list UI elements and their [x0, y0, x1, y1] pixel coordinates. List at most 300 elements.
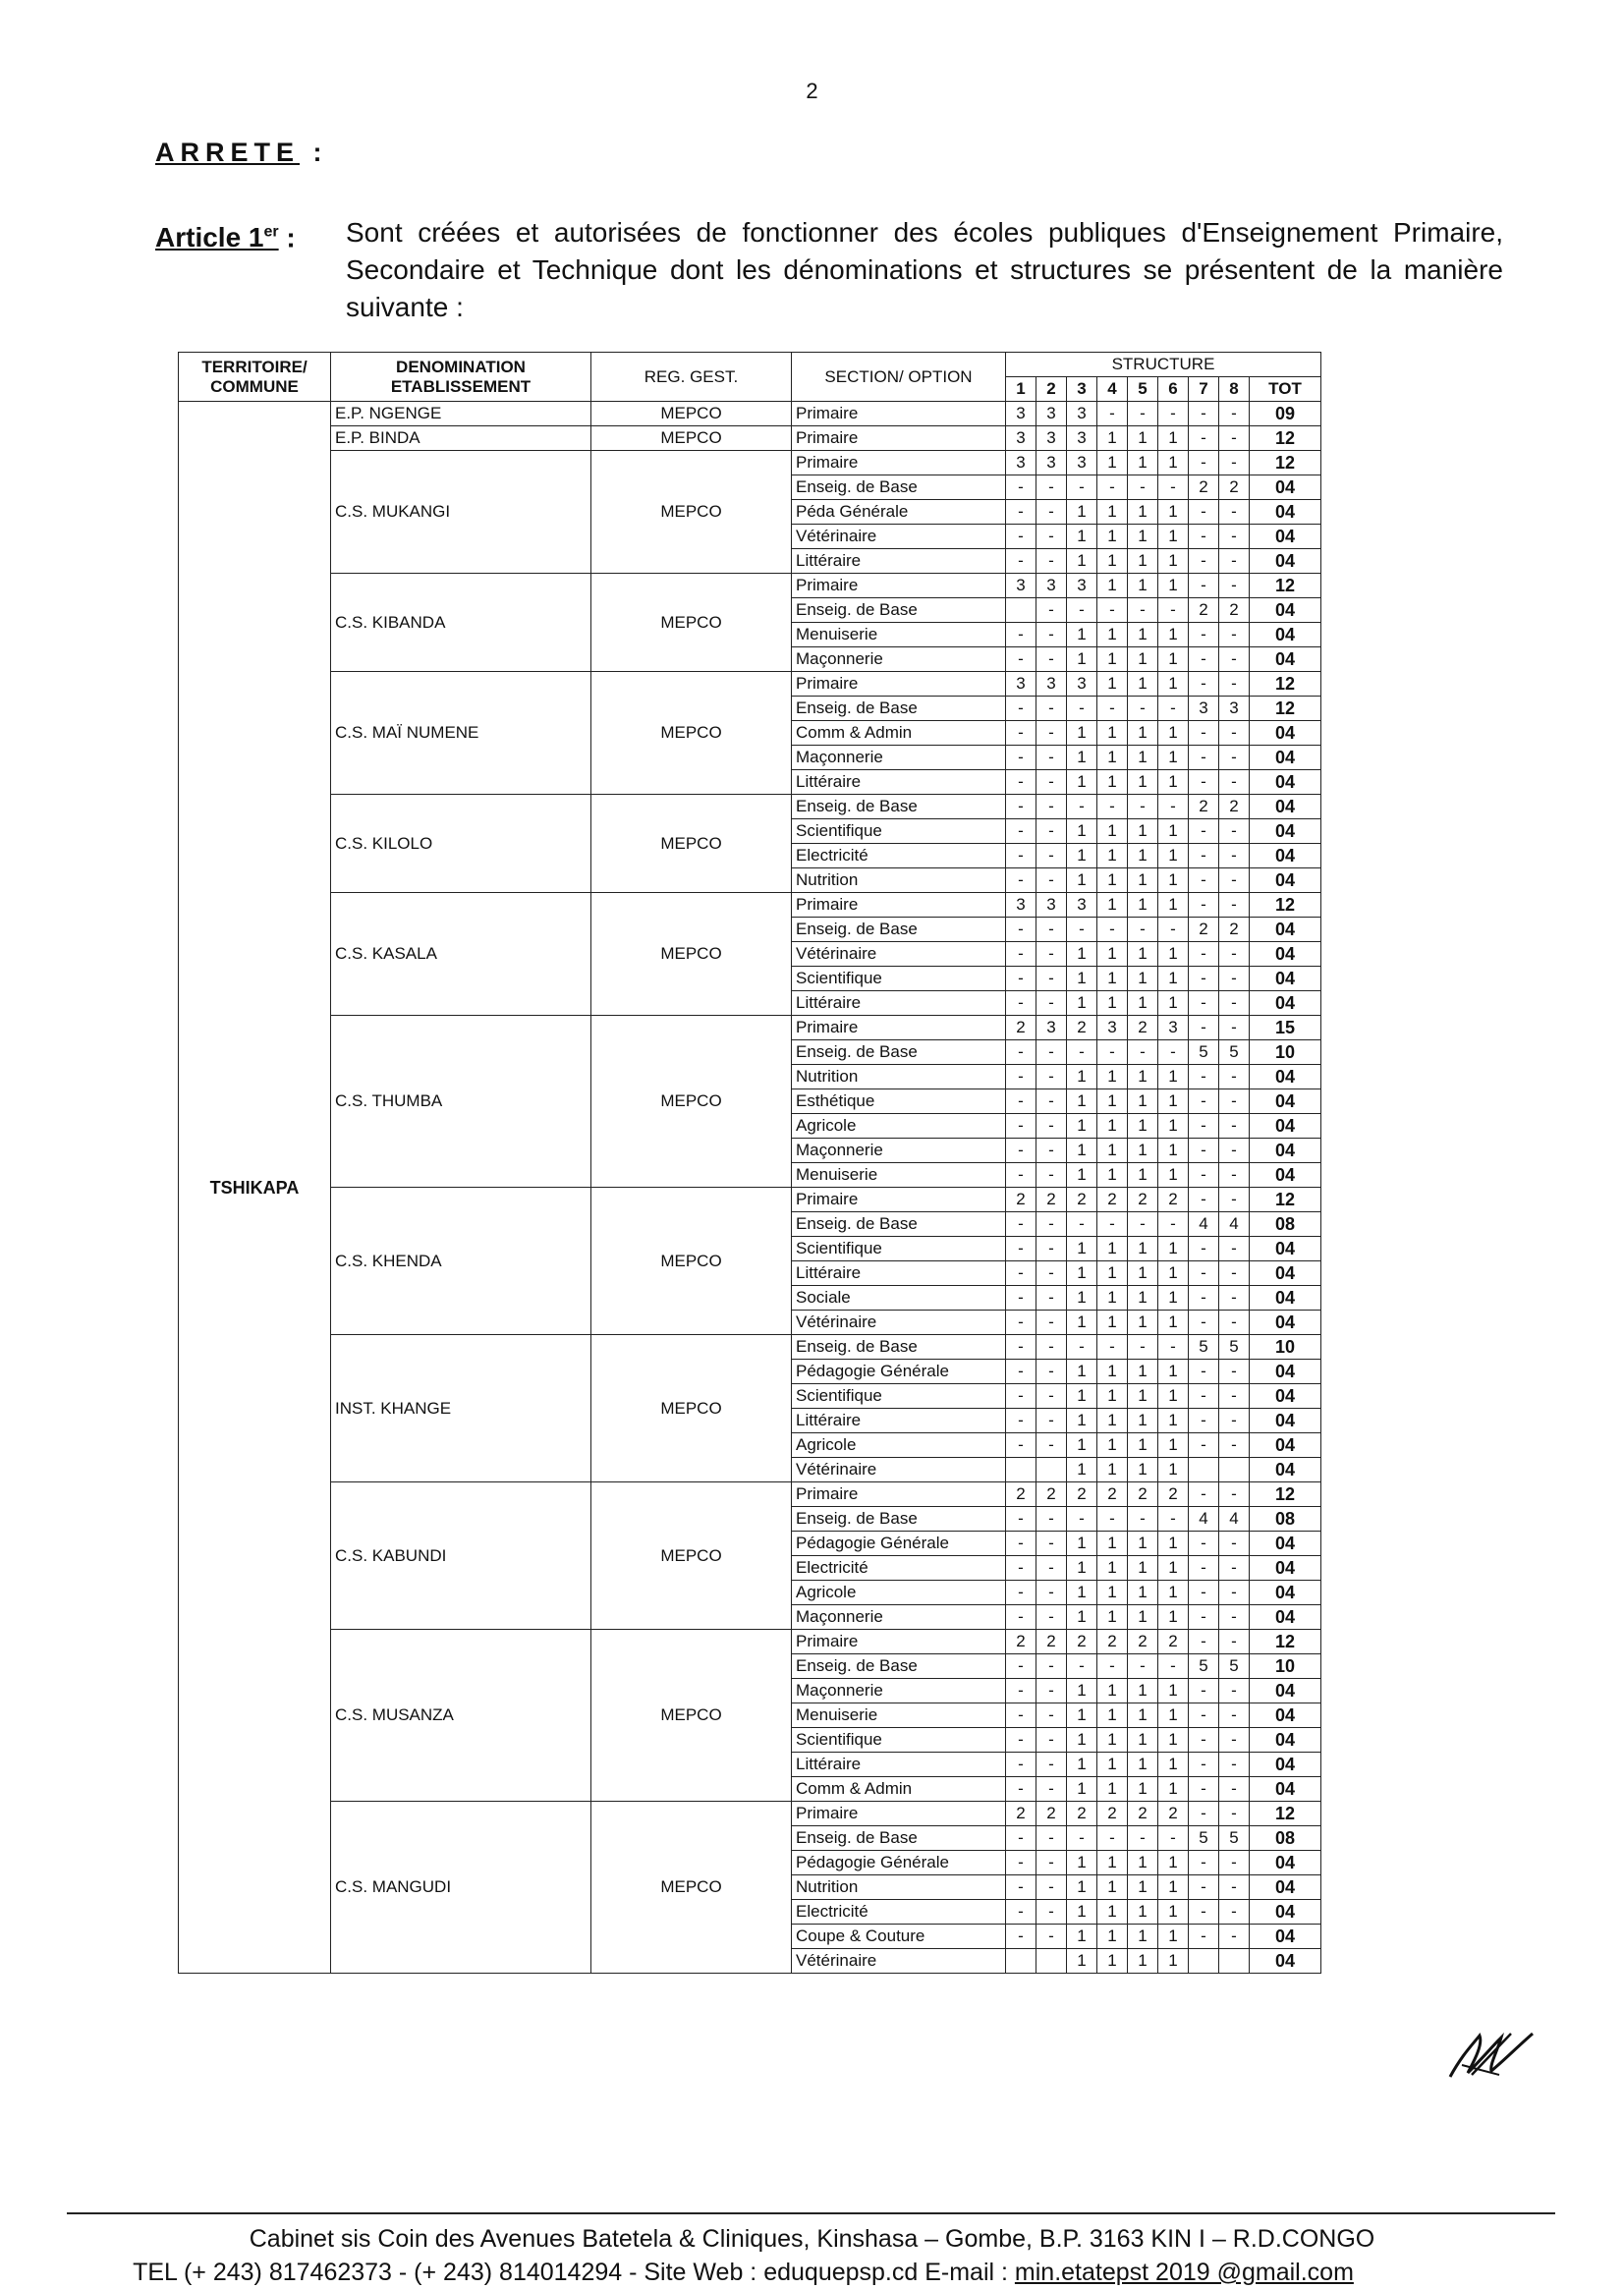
structure-class-1: 2 [1006, 1630, 1036, 1654]
structure-class-1: 3 [1006, 893, 1036, 918]
section-option: Scientifique [792, 819, 1006, 844]
section-option: Enseig. de Base [792, 1826, 1006, 1851]
structure-total: 12 [1250, 426, 1321, 451]
structure-class-4: 1 [1097, 1851, 1128, 1875]
structure-class-1: - [1006, 770, 1036, 795]
structure-class-1: - [1006, 1286, 1036, 1311]
structure-class-3: 1 [1067, 1384, 1097, 1409]
structure-class-3: - [1067, 475, 1097, 500]
structure-class-3: 2 [1067, 1016, 1097, 1040]
structure-class-7: - [1189, 1360, 1219, 1384]
structure-class-2: - [1036, 918, 1067, 942]
header-class-7: 7 [1189, 377, 1219, 402]
structure-class-4: 1 [1097, 721, 1128, 746]
structure-class-5: - [1128, 918, 1158, 942]
structure-total: 04 [1250, 1237, 1321, 1261]
structure-class-1: - [1006, 1360, 1036, 1384]
structure-class-4: 1 [1097, 1089, 1128, 1114]
structure-class-7: - [1189, 1875, 1219, 1900]
structure-class-3: - [1067, 918, 1097, 942]
structure-class-1: - [1006, 746, 1036, 770]
structure-total: 04 [1250, 746, 1321, 770]
structure-class-4: - [1097, 598, 1128, 623]
structure-class-3: 1 [1067, 549, 1097, 574]
structure-total: 04 [1250, 868, 1321, 893]
structure-class-4: - [1097, 402, 1128, 426]
structure-class-2: - [1036, 1311, 1067, 1335]
structure-class-2: - [1036, 795, 1067, 819]
school-name: C.S. MUKANGI [331, 451, 591, 574]
section-option: Vétérinaire [792, 1458, 1006, 1482]
structure-class-1: - [1006, 1753, 1036, 1777]
structure-class-6: 1 [1158, 991, 1189, 1016]
structure-class-4: - [1097, 697, 1128, 721]
structure-class-7: 3 [1189, 697, 1219, 721]
structure-class-2: - [1036, 770, 1067, 795]
structure-class-8: 4 [1219, 1507, 1250, 1532]
structure-total: 04 [1250, 991, 1321, 1016]
structure-class-5: 1 [1128, 1089, 1158, 1114]
structure-class-4: 1 [1097, 623, 1128, 647]
structure-class-3: 1 [1067, 721, 1097, 746]
structure-class-6: 1 [1158, 623, 1189, 647]
structure-class-8: 2 [1219, 598, 1250, 623]
footer-contacts [0, 2256, 1624, 2289]
school-reg-gest: MEPCO [591, 1802, 792, 1974]
school-reg-gest: MEPCO [591, 426, 792, 451]
structure-class-2: - [1036, 1065, 1067, 1089]
structure-class-7: - [1189, 1851, 1219, 1875]
structure-class-5: 1 [1128, 1703, 1158, 1728]
structure-class-5: 1 [1128, 1360, 1158, 1384]
structure-class-8: 5 [1219, 1335, 1250, 1360]
structure-class-6: 1 [1158, 451, 1189, 475]
structure-class-6: - [1158, 1507, 1189, 1532]
structure-class-3: - [1067, 1826, 1097, 1851]
structure-class-5: 1 [1128, 672, 1158, 697]
structure-class-1: - [1006, 1212, 1036, 1237]
structure-class-5: 2 [1128, 1630, 1158, 1654]
structure-class-2: - [1036, 1556, 1067, 1581]
header-class-5: 5 [1128, 377, 1158, 402]
article-label-sup: er [263, 224, 279, 241]
structure-class-6: 1 [1158, 1065, 1189, 1089]
structure-class-5: 1 [1128, 1286, 1158, 1311]
structure-class-4: 1 [1097, 1925, 1128, 1949]
structure-class-8: - [1219, 1089, 1250, 1114]
structure-class-2: - [1036, 1728, 1067, 1753]
section-option: Comm & Admin [792, 1777, 1006, 1802]
structure-class-7: 2 [1189, 475, 1219, 500]
structure-class-5: 1 [1128, 868, 1158, 893]
structure-total: 04 [1250, 1949, 1321, 1974]
structure-class-3: 1 [1067, 942, 1097, 967]
section-option: Maçonnerie [792, 1605, 1006, 1630]
structure-class-4: 1 [1097, 1753, 1128, 1777]
structure-class-7: - [1189, 770, 1219, 795]
structure-class-6: 1 [1158, 1556, 1189, 1581]
structure-class-4: 1 [1097, 967, 1128, 991]
structure-class-3: 1 [1067, 1949, 1097, 1974]
structure-class-8: - [1219, 819, 1250, 844]
structure-total: 04 [1250, 1065, 1321, 1089]
structure-class-2: - [1036, 1654, 1067, 1679]
structure-class-1: 3 [1006, 451, 1036, 475]
structure-class-7: 2 [1189, 795, 1219, 819]
structure-class-4: 1 [1097, 1777, 1128, 1802]
structure-total: 12 [1250, 893, 1321, 918]
structure-class-8: - [1219, 1556, 1250, 1581]
structure-class-2: - [1036, 1851, 1067, 1875]
structure-class-5: 1 [1128, 1237, 1158, 1261]
structure-class-3: 1 [1067, 1851, 1097, 1875]
structure-total: 04 [1250, 1900, 1321, 1925]
structure-class-7: - [1189, 451, 1219, 475]
section-option: Vétérinaire [792, 525, 1006, 549]
structure-class-4: 1 [1097, 770, 1128, 795]
structure-class-4: 1 [1097, 1679, 1128, 1703]
section-option: Enseig. de Base [792, 475, 1006, 500]
structure-class-6: - [1158, 918, 1189, 942]
structure-class-5: 1 [1128, 1433, 1158, 1458]
structure-class-4: 1 [1097, 1949, 1128, 1974]
structure-class-2: 2 [1036, 1802, 1067, 1826]
structure-total: 04 [1250, 1703, 1321, 1728]
structure-total: 04 [1250, 1556, 1321, 1581]
structure-total: 04 [1250, 1139, 1321, 1163]
structure-class-3: 2 [1067, 1482, 1097, 1507]
structure-class-4: 1 [1097, 525, 1128, 549]
structure-class-7: - [1189, 1261, 1219, 1286]
section-option: Vétérinaire [792, 1311, 1006, 1335]
structure-class-7: - [1189, 1163, 1219, 1188]
structure-class-3: 1 [1067, 1753, 1097, 1777]
structure-class-4: - [1097, 1507, 1128, 1532]
structure-total: 12 [1250, 451, 1321, 475]
structure-class-7: - [1189, 1703, 1219, 1728]
structure-class-2: - [1036, 967, 1067, 991]
structure-total: 15 [1250, 1016, 1321, 1040]
structure-table [178, 352, 1321, 1974]
section-option: Menuiserie [792, 623, 1006, 647]
structure-total: 04 [1250, 942, 1321, 967]
structure-total: 04 [1250, 1753, 1321, 1777]
structure-class-8: - [1219, 967, 1250, 991]
structure-class-1: 2 [1006, 1188, 1036, 1212]
structure-class-8: - [1219, 574, 1250, 598]
heading-arrete [155, 138, 328, 168]
structure-class-5: 1 [1128, 967, 1158, 991]
structure-class-8: 2 [1219, 795, 1250, 819]
structure-class-2: - [1036, 525, 1067, 549]
structure-class-4: 1 [1097, 1532, 1128, 1556]
structure-class-6: 1 [1158, 1925, 1189, 1949]
structure-class-4: 1 [1097, 451, 1128, 475]
structure-class-6: 1 [1158, 647, 1189, 672]
structure-class-5: - [1128, 1654, 1158, 1679]
structure-class-7: - [1189, 1286, 1219, 1311]
structure-class-1: - [1006, 475, 1036, 500]
territoire-cell: TSHIKAPA [179, 402, 331, 1974]
table-row [179, 426, 1321, 451]
structure-class-4: 1 [1097, 819, 1128, 844]
structure-class-8: - [1219, 402, 1250, 426]
structure-class-2: - [1036, 598, 1067, 623]
structure-class-8: - [1219, 1114, 1250, 1139]
structure-class-7: - [1189, 1065, 1219, 1089]
structure-class-2: - [1036, 1433, 1067, 1458]
structure-class-1: 3 [1006, 402, 1036, 426]
structure-total: 04 [1250, 1261, 1321, 1286]
structure-total: 04 [1250, 1851, 1321, 1875]
structure-class-8: - [1219, 942, 1250, 967]
section-option: Primaire [792, 1802, 1006, 1826]
structure-class-1: - [1006, 918, 1036, 942]
section-option: Nutrition [792, 1875, 1006, 1900]
header-class-1: 1 [1006, 377, 1036, 402]
structure-class-5: 1 [1128, 1851, 1158, 1875]
structure-class-5: 1 [1128, 893, 1158, 918]
structure-class-1: - [1006, 1581, 1036, 1605]
structure-class-7: - [1189, 1581, 1219, 1605]
structure-class-4: 2 [1097, 1482, 1128, 1507]
structure-class-3: 1 [1067, 967, 1097, 991]
structure-class-3: 3 [1067, 574, 1097, 598]
structure-class-3: 1 [1067, 1777, 1097, 1802]
structure-total: 04 [1250, 1581, 1321, 1605]
structure-class-3: 3 [1067, 672, 1097, 697]
structure-class-6: 1 [1158, 1605, 1189, 1630]
structure-class-7: - [1189, 1630, 1219, 1654]
structure-total: 09 [1250, 402, 1321, 426]
structure-total: 04 [1250, 1679, 1321, 1703]
table-row [179, 451, 1321, 475]
structure-class-4: 1 [1097, 1311, 1128, 1335]
structure-class-2: - [1036, 1581, 1067, 1605]
footer-email: min.etatepst 2019 @gmail.com [1014, 2259, 1354, 2286]
structure-class-2: - [1036, 1875, 1067, 1900]
structure-class-2: - [1036, 991, 1067, 1016]
structure-class-5: 1 [1128, 942, 1158, 967]
section-option: Agricole [792, 1581, 1006, 1605]
structure-total: 04 [1250, 1384, 1321, 1409]
structure-class-1: - [1006, 1851, 1036, 1875]
structure-class-3: 1 [1067, 1679, 1097, 1703]
section-option: Scientifique [792, 967, 1006, 991]
structure-class-6: 1 [1158, 1777, 1189, 1802]
structure-class-6: 2 [1158, 1482, 1189, 1507]
section-option: Electricité [792, 1900, 1006, 1925]
structure-class-7: - [1189, 868, 1219, 893]
structure-class-3: 1 [1067, 1114, 1097, 1139]
structure-class-7: - [1189, 1409, 1219, 1433]
structure-class-8: - [1219, 1286, 1250, 1311]
structure-class-2: - [1036, 500, 1067, 525]
structure-total: 04 [1250, 1433, 1321, 1458]
structure-class-2: - [1036, 868, 1067, 893]
structure-class-4: 1 [1097, 1114, 1128, 1139]
structure-class-5: 1 [1128, 1900, 1158, 1925]
structure-class-5: 1 [1128, 1532, 1158, 1556]
structure-class-2: 3 [1036, 672, 1067, 697]
section-option: Primaire [792, 402, 1006, 426]
header-section: SECTION/ OPTION [792, 353, 1006, 402]
structure-class-8: - [1219, 1433, 1250, 1458]
school-name: E.P. NGENGE [331, 402, 591, 426]
structure-class-6: 1 [1158, 1900, 1189, 1925]
structure-class-4: 1 [1097, 1163, 1128, 1188]
structure-total: 12 [1250, 697, 1321, 721]
structure-class-7: 5 [1189, 1826, 1219, 1851]
school-reg-gest: MEPCO [591, 451, 792, 574]
structure-class-3: 1 [1067, 1605, 1097, 1630]
structure-class-1: - [1006, 1163, 1036, 1188]
school-name: C.S. KABUNDI [331, 1482, 591, 1630]
structure-class-1: - [1006, 1777, 1036, 1802]
structure-class-6: 1 [1158, 721, 1189, 746]
structure-class-7: - [1189, 721, 1219, 746]
structure-class-7: - [1189, 1237, 1219, 1261]
section-option: Enseig. de Base [792, 1507, 1006, 1532]
school-reg-gest: MEPCO [591, 1630, 792, 1802]
section-option: Agricole [792, 1114, 1006, 1139]
structure-class-8: - [1219, 1237, 1250, 1261]
structure-class-5: 1 [1128, 1777, 1158, 1802]
school-name: E.P. BINDA [331, 426, 591, 451]
structure-class-5: 1 [1128, 1875, 1158, 1900]
structure-class-4: 1 [1097, 1728, 1128, 1753]
structure-class-1: - [1006, 623, 1036, 647]
structure-class-8: - [1219, 1482, 1250, 1507]
structure-class-6: 2 [1158, 1802, 1189, 1826]
structure-class-8: - [1219, 426, 1250, 451]
structure-total: 12 [1250, 574, 1321, 598]
structure-class-8 [1219, 1458, 1250, 1482]
structure-class-4: - [1097, 475, 1128, 500]
structure-class-2: - [1036, 942, 1067, 967]
structure-class-6: 3 [1158, 1016, 1189, 1040]
structure-class-5: - [1128, 1040, 1158, 1065]
structure-class-3: 1 [1067, 1532, 1097, 1556]
structure-class-6: 1 [1158, 1703, 1189, 1728]
school-reg-gest: MEPCO [591, 795, 792, 893]
footer-address: Cabinet sis Coin des Avenues Batetela & Cliniques, Kinshasa – Gombe, B.P. 3163 KIN I – R.D.CONGO [249, 2225, 1375, 2253]
structure-class-2: - [1036, 1826, 1067, 1851]
structure-class-3: 1 [1067, 1728, 1097, 1753]
structure-class-3: - [1067, 697, 1097, 721]
structure-class-3: 1 [1067, 647, 1097, 672]
structure-class-8: - [1219, 1851, 1250, 1875]
section-option: Primaire [792, 1630, 1006, 1654]
article-text: Sont créées et autorisées de fonctionner des écoles publiques d'Enseignement Primaire, Secondaire et Technique dont les dénominations et structures se présentent de la manière suivante : [346, 217, 1503, 322]
structure-class-6: 1 [1158, 1286, 1189, 1311]
structure-class-7: - [1189, 942, 1219, 967]
structure-class-8: - [1219, 1188, 1250, 1212]
structure-class-4: 1 [1097, 1581, 1128, 1605]
structure-class-7: - [1189, 893, 1219, 918]
table-row [179, 1188, 1321, 1212]
structure-class-1: - [1006, 1139, 1036, 1163]
section-option: Scientifique [792, 1728, 1006, 1753]
structure-class-3: 3 [1067, 893, 1097, 918]
structure-class-8: - [1219, 1605, 1250, 1630]
structure-class-1: - [1006, 1826, 1036, 1851]
structure-class-6: 1 [1158, 746, 1189, 770]
structure-class-6: - [1158, 1212, 1189, 1237]
section-option: Primaire [792, 451, 1006, 475]
structure-class-7: - [1189, 1679, 1219, 1703]
structure-total: 04 [1250, 500, 1321, 525]
structure-class-8: - [1219, 1802, 1250, 1826]
structure-class-3: 1 [1067, 1311, 1097, 1335]
structure-class-6: 1 [1158, 1409, 1189, 1433]
structure-class-4: 1 [1097, 1703, 1128, 1728]
structure-class-8: - [1219, 770, 1250, 795]
structure-class-8: - [1219, 1065, 1250, 1089]
structure-total: 04 [1250, 1532, 1321, 1556]
structure-total: 12 [1250, 672, 1321, 697]
structure-class-7: - [1189, 1311, 1219, 1335]
structure-class-7: - [1189, 1605, 1219, 1630]
section-option: Primaire [792, 893, 1006, 918]
section-option: Enseig. de Base [792, 795, 1006, 819]
structure-class-3: 3 [1067, 451, 1097, 475]
structure-class-8: - [1219, 721, 1250, 746]
section-option: Littéraire [792, 1753, 1006, 1777]
structure-class-8: - [1219, 868, 1250, 893]
structure-class-3: 1 [1067, 1409, 1097, 1433]
structure-class-1: - [1006, 819, 1036, 844]
structure-class-2: - [1036, 746, 1067, 770]
header-reg-gest: REG. GEST. [591, 353, 792, 402]
section-option: Littéraire [792, 1261, 1006, 1286]
structure-total: 04 [1250, 918, 1321, 942]
section-option: Electricité [792, 844, 1006, 868]
structure-class-7: - [1189, 426, 1219, 451]
structure-class-5: 1 [1128, 1581, 1158, 1605]
structure-class-7: - [1189, 623, 1219, 647]
structure-total: 04 [1250, 967, 1321, 991]
structure-class-4: - [1097, 1335, 1128, 1360]
structure-class-1: - [1006, 1237, 1036, 1261]
structure-class-1: - [1006, 525, 1036, 549]
section-option: Pédagogie Générale [792, 1360, 1006, 1384]
structure-class-5: 1 [1128, 1556, 1158, 1581]
structure-class-4: 3 [1097, 1016, 1128, 1040]
table-row [179, 893, 1321, 918]
structure-class-1: 2 [1006, 1802, 1036, 1826]
structure-class-1: - [1006, 1875, 1036, 1900]
structure-class-1: - [1006, 1900, 1036, 1925]
structure-class-5: 1 [1128, 770, 1158, 795]
school-reg-gest: MEPCO [591, 672, 792, 795]
section-option: Enseig. de Base [792, 1654, 1006, 1679]
header-denomination: DENOMINATION ETABLISSEMENT [331, 353, 591, 402]
structure-class-8: - [1219, 1581, 1250, 1605]
page-number: 2 [806, 79, 818, 103]
structure-class-8: - [1219, 1409, 1250, 1433]
structure-class-5: 1 [1128, 1384, 1158, 1409]
structure-class-1: - [1006, 1384, 1036, 1409]
structure-total: 04 [1250, 1925, 1321, 1949]
structure-class-6: - [1158, 697, 1189, 721]
structure-class-4: 1 [1097, 1900, 1128, 1925]
section-option: Péda Générale [792, 500, 1006, 525]
section-option: Menuiserie [792, 1163, 1006, 1188]
structure-class-5: 2 [1128, 1188, 1158, 1212]
structure-class-3: - [1067, 1654, 1097, 1679]
structure-class-5: 1 [1128, 1409, 1158, 1433]
